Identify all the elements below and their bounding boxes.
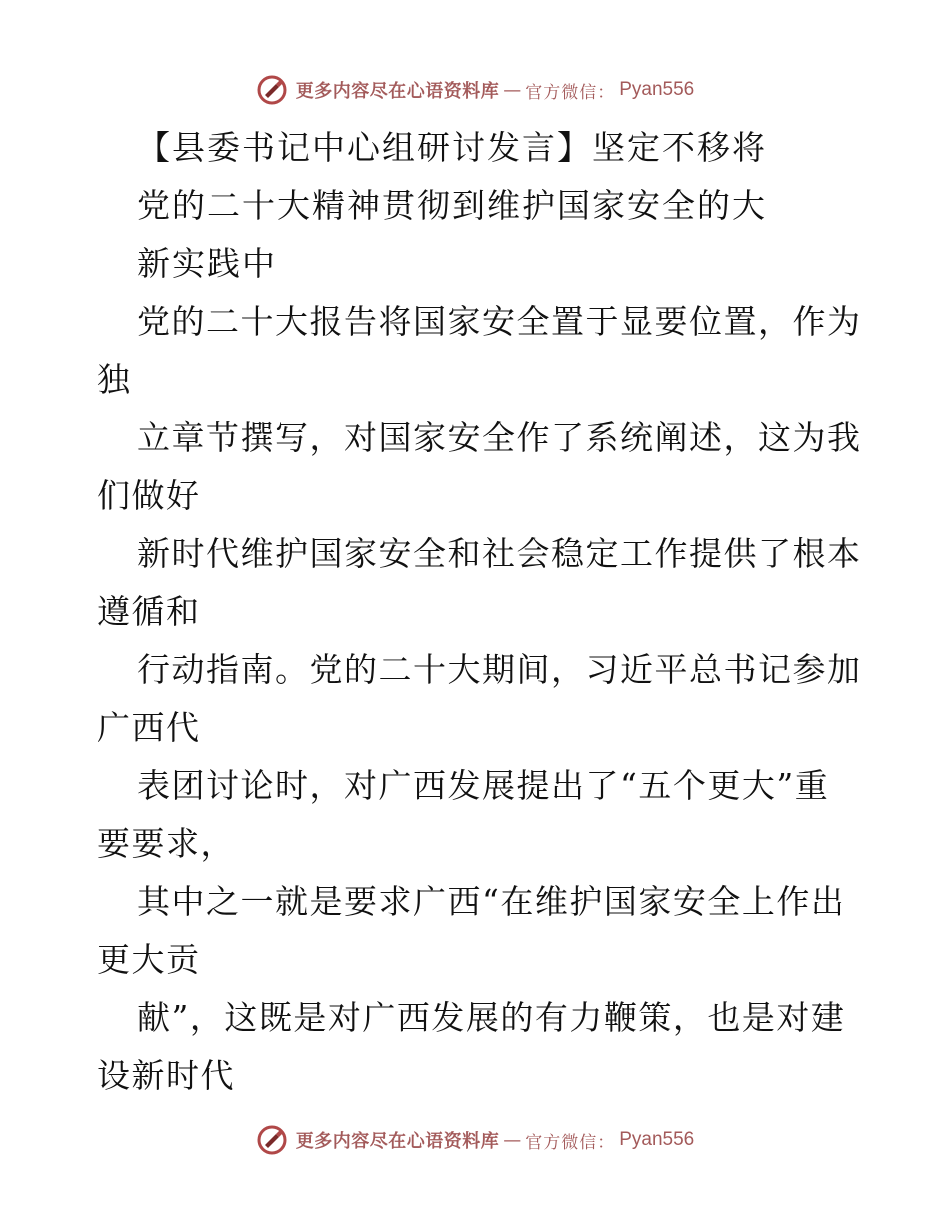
body-line: 广西代: [97, 708, 201, 747]
body-line: 独: [97, 360, 132, 399]
header-banner: [0, 70, 950, 110]
banner-dash: —: [503, 1129, 522, 1151]
wechat-id: Pyan556: [619, 79, 695, 100]
body-line: 献”，这既是对广西发展的有力鞭策，也是对建: [137, 998, 846, 1037]
body-line: 遵循和: [97, 592, 201, 631]
body-line: 立章节撰写，对国家安全作了系统阐述，这为我: [137, 418, 862, 457]
body-line: 行动指南。党的二十大期间，习近平总书记参加: [137, 650, 862, 689]
body-line: 设新时代: [97, 1056, 235, 1095]
promo-text: 更多内容尽在心语资料库: [295, 81, 500, 102]
title-line: 新实践中: [137, 244, 277, 283]
promo-text: 更多内容尽在心语资料库: [295, 1131, 500, 1152]
body-line: 其中之一就是要求广西“在维护国家安全上作出: [137, 882, 846, 921]
body-line: 们做好: [97, 476, 201, 515]
banner-dash: —: [503, 79, 522, 101]
library-logo-icon: [256, 1124, 288, 1156]
wechat-label: 官方微信：: [525, 1132, 616, 1153]
footer-banner: [0, 1120, 950, 1160]
body-line: 新时代维护国家安全和社会稳定工作提供了根本: [137, 534, 862, 573]
title-line: 党的二十大精神贯彻到维护国家安全的大: [137, 186, 767, 225]
body-line: 更大贡: [97, 940, 201, 979]
body-line: 党的二十大报告将国家安全置于显要位置，作为: [137, 302, 862, 341]
title-line: 【县委书记中心组研讨发言】坚定不移将: [137, 128, 767, 167]
body-line: 表团讨论时，对广西发展提出了“五个更大”重: [137, 766, 830, 805]
library-logo-icon: [256, 74, 288, 106]
wechat-id: Pyan556: [619, 1129, 695, 1150]
wechat-label: 官方微信：: [525, 82, 616, 103]
body-line: 要要求，: [97, 824, 235, 863]
